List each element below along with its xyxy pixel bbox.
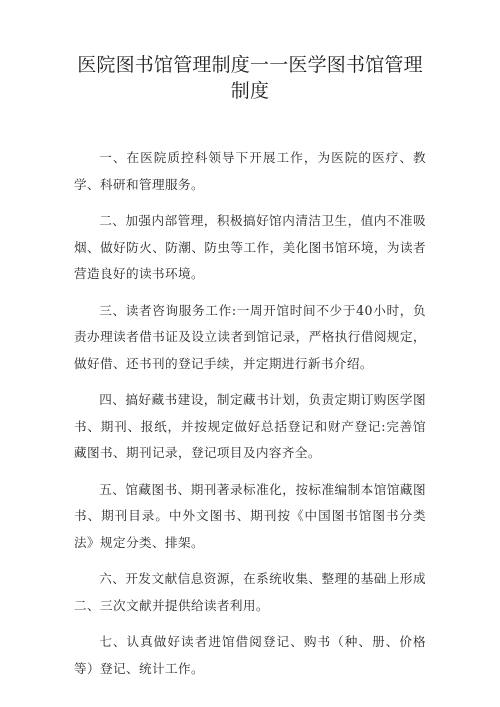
paragraph-1: 一、在医院质控科领导下开展工作，为医院的医疗、教学、科研和管理服务。 (74, 150, 426, 192)
paragraph-7: 七、认真做好读者进馆借阅登记、购书（种、册、价格等）登记、统计工作。 (74, 634, 426, 676)
paragraph-4: 四、搞好藏书建设，制定藏书计划，负责定期订购医学图书、期刊、报纸，并按规定做好总括登记和财产登记:完善馆藏图书、期刊记录，登记项目及内容齐全。 (74, 392, 426, 460)
paragraph-2: 二、加强内部管理，积极搞好馆内清洁卫生，值内不准吸烟、做好防火、防潮、防虫等工作，美化图书馆环境，为读者营造良好的读书环境。 (74, 213, 426, 281)
paragraph-3: 三、读者咨询服务工作:一周开馆时间不少于40小时，负责办理读者借书证及设立读者到馆记录，严格执行借阅规定，做好借、还书刊的登记手续，并定期进行新书介绍。 (74, 302, 426, 371)
paragraph-6: 六、开发文献信息资源，在系统收集、整理的基础上形成二、三次文献并提供给读者利用。 (74, 571, 426, 613)
document-title: 医院图书馆管理制度一一医学图书馆管理制度 (77, 54, 423, 102)
paragraph-5: 五、馆藏图书、期刊著录标准化，按标准编制本馆馆藏图书、期刊目录。中外文图书、期刊按《中国图书馆图书分类法》规定分类、排架。 (74, 481, 426, 550)
